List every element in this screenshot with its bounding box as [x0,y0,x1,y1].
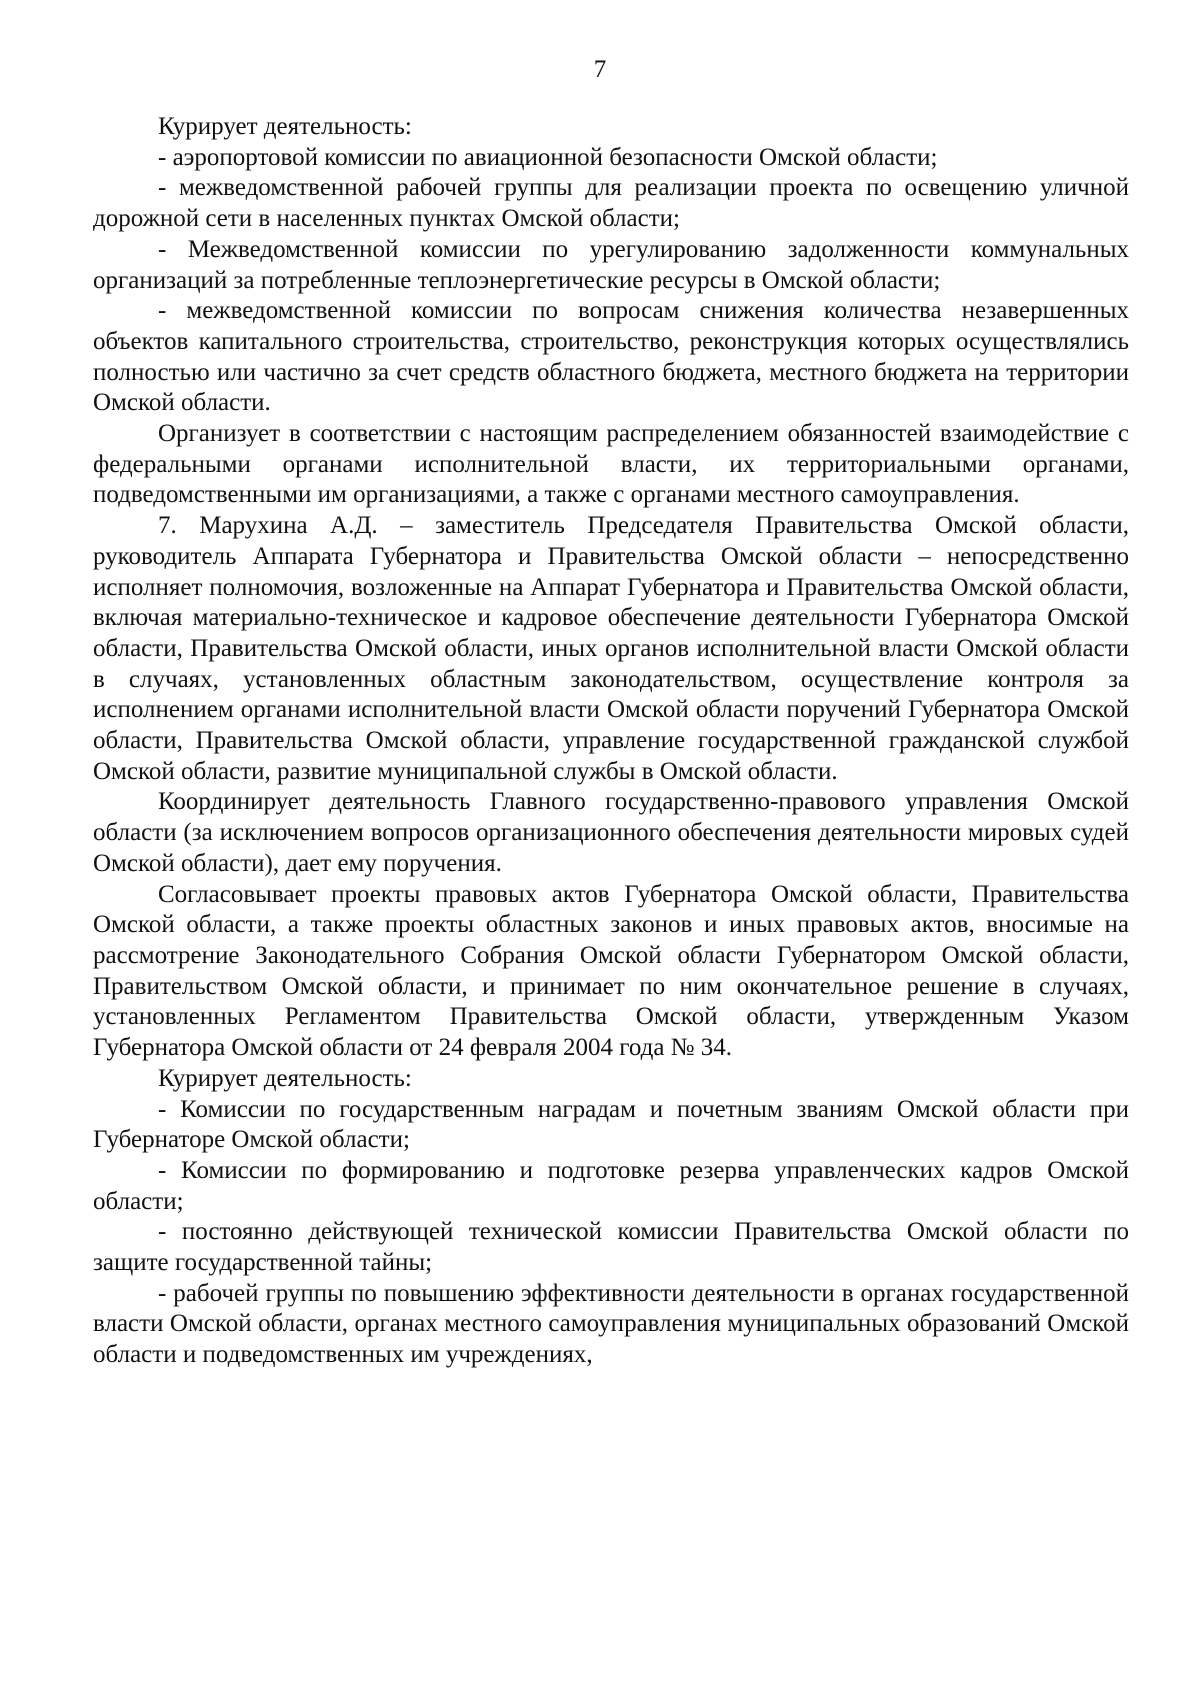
paragraph: Курирует деятельность: [158,113,412,140]
paragraph: Курирует деятельность: [158,1064,412,1092]
paragraph: - постоянно действующей технической комиссии Правительства Омской области по защите государственной тайны; [93,1218,1129,1277]
paragraph: - межведомственной комиссии по вопросам снижения количества незавершенных объектов капитального строительства, строительство, реконструкция которых осуществлялись полностью или частично за счет средств областного бюджета, местного бюджета на территории Омской области. [93,297,1129,417]
paragraph: Согласовывает проекты правовых актов Губернатора Омской области, Правительства Омской области, а также проекты областных законов и иных правовых актов, вносимые на рассмотрение Законодательного Собрания Омской области Губернатором Омской области, Правительством Омской области, и принимает по ним окончательное решение в случаях, установленных Регламентом Правительства Омской области, утвержденным Указом Губернатора Омской области от 24 февраля 2004 года № 34. [93,880,1129,1062]
document-body [93,112,1129,1371]
paragraph: - Комиссии по формированию и подготовке резерва управленческих кадров Омской области; [93,1156,1129,1215]
page-number: 7 [593,56,607,83]
paragraph: - Комиссии по государственным наградам и почетным званиям Омской области при Губернаторе Омской области; [93,1095,1129,1154]
paragraph: 7. Марухина А.Д. – заместитель Председателя Правительства Омской области, руководитель Аппарата Губернатора и Правительства Омской области – непосредственно исполняет полномочия, возложенные на Аппарат Губернатора и Правительства Омской области, включая материально-техническое и кадровое обеспечение деятельности Губернатора Омской области, Правительства Омской области, иных органов исполнительной власти Омской области в случаях, установленных областным законодательством, осуществление контроля за исполнением органами исполнительной власти Омской области поручений Губернатора Омской области, Правительства Омской области, управление государственной гражданской службой Омской области, развитие муниципальной службы в Омской области. [93,512,1129,785]
paragraph: Организует в соответствии с настоящим распределением обязанностей взаимодействие с федеральными органами исполнительной власти, их территориальными органами, подведомственными им организациями, а также с органами местного самоуправления. [93,420,1129,509]
paragraph: - аэропортовой комиссии по авиационной безопасности Омской области; [158,143,938,171]
paragraph: Координирует деятельность Главного государственно-правового управления Омской области (за исключением вопросов организационного обеспечения деятельности мировых судей Омской области), дает ему поручения. [93,788,1129,877]
paragraph: - межведомственной рабочей группы для реализации проекта по освещению уличной дорожной сети в населенных пунктах Омской области; [93,174,1129,233]
paragraph: - Межведомственной комиссии по урегулированию задолженности коммунальных организаций за потребленные теплоэнергетические ресурсы в Омской области; [93,235,1129,294]
paragraph: - рабочей группы по повышению эффективности деятельности в органах государственной власти Омской области, органах местного самоуправления муниципальных образований Омской области и подведомственных им учреждениях, [93,1279,1129,1369]
